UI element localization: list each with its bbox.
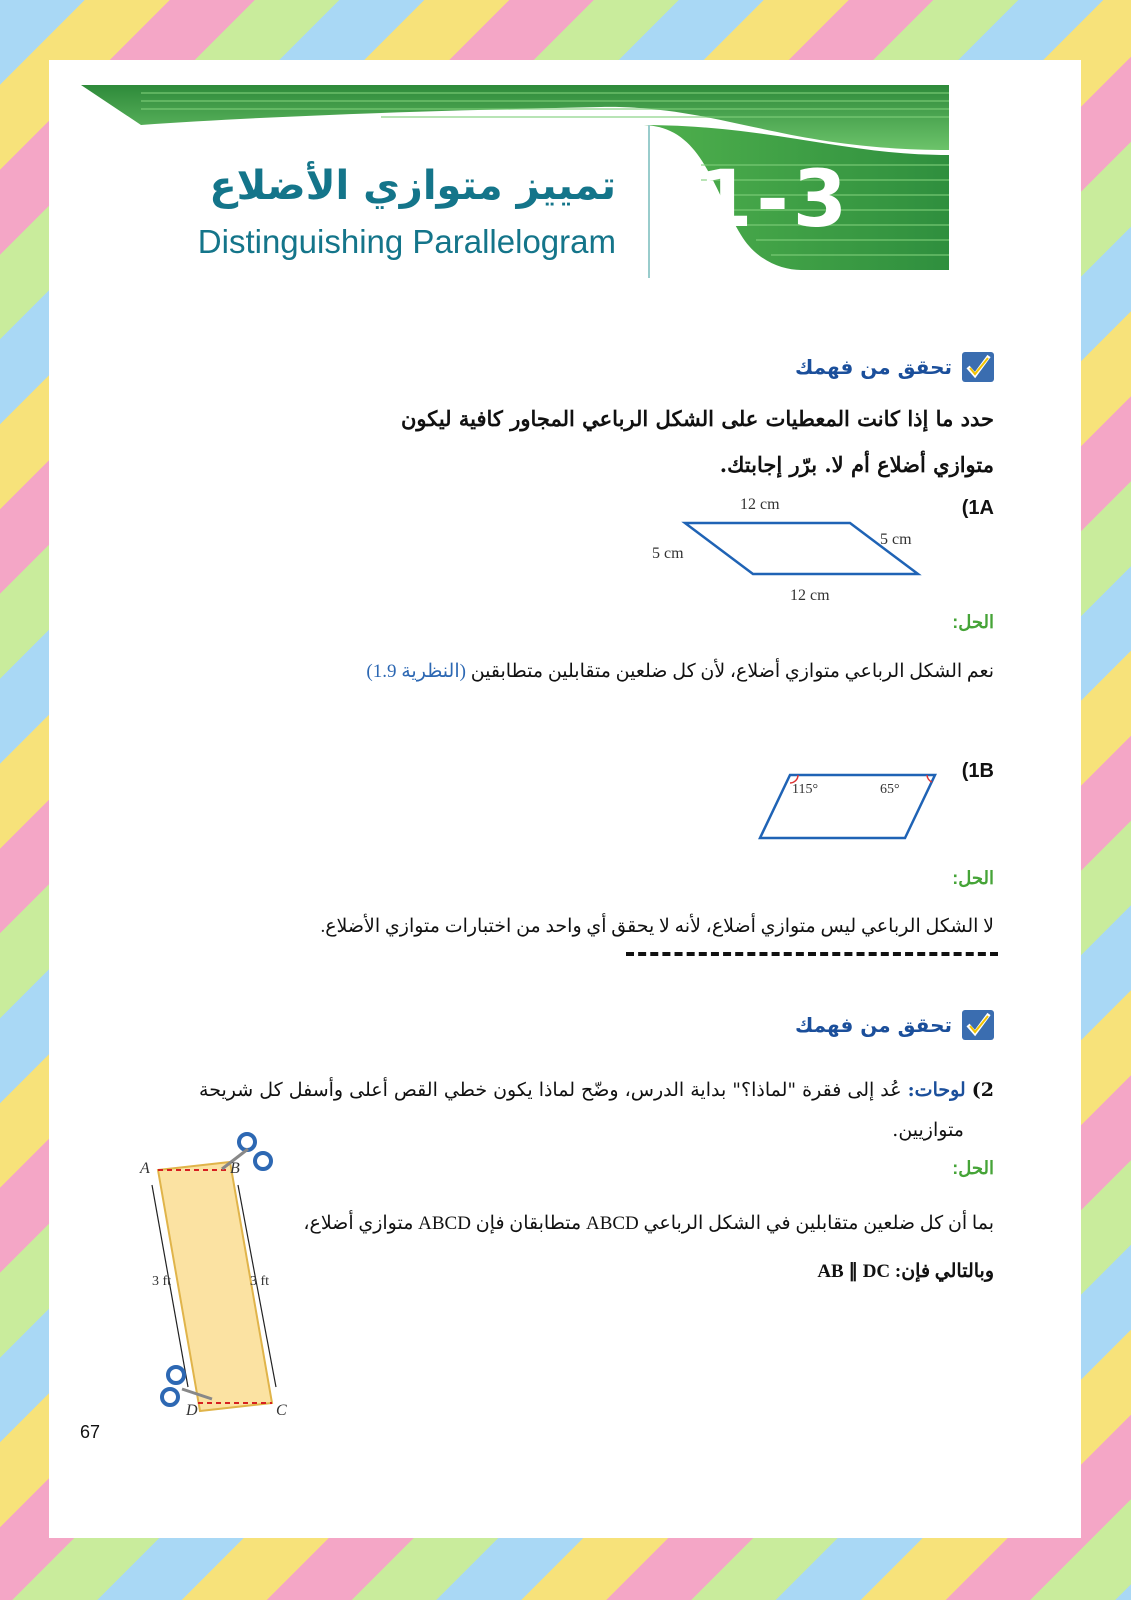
answer-1a-text: نعم الشكل الرباعي متوازي أضلاع، لأن كل ضلعين متقابلين متطابقين bbox=[470, 661, 994, 682]
question-1-line-2: متوازي أضلاع أم لا. برّر إجابتك. bbox=[719, 452, 994, 477]
label-side-top: 12 cm bbox=[740, 496, 780, 513]
lesson-banner bbox=[81, 85, 949, 278]
parallelogram-shape bbox=[760, 775, 935, 838]
answer-1a bbox=[94, 660, 994, 683]
check-understanding-heading-1 bbox=[795, 352, 994, 382]
scissors-bottom-icon bbox=[168, 1367, 184, 1383]
lesson-title-english: Distinguishing Parallelogram bbox=[197, 223, 616, 260]
question-2-line-2: متوازيين. bbox=[892, 1119, 964, 1141]
figure-1a-parallelogram bbox=[640, 490, 950, 610]
page-number: 67 bbox=[80, 1422, 101, 1442]
label-side-right: 5 cm bbox=[880, 531, 912, 548]
question-2-text: عُد إلى فقرة "لماذا؟" بداية الدرس، وضّح لماذا يكون خطي القص أعلى وأسفل كل شريحة bbox=[199, 1079, 902, 1101]
label-right-length: 3 ft bbox=[250, 1274, 270, 1289]
lesson-title-arabic: تمييز متوازي الأضلاع bbox=[209, 163, 616, 209]
solution-label-1b: الحل: bbox=[952, 868, 994, 888]
question-1-text bbox=[294, 396, 994, 488]
label-point-c: C bbox=[276, 1402, 287, 1419]
scissors-top-icon bbox=[239, 1134, 255, 1150]
figure-1b-parallelogram bbox=[750, 760, 950, 855]
question-1-line-1: حدد ما إذا كانت المعطيات على الشكل الرباعي المجاور كافية ليكون bbox=[400, 406, 994, 431]
question-2-topic: لوحات: bbox=[907, 1079, 966, 1101]
section-divider bbox=[626, 952, 998, 956]
question-2-number: 2) bbox=[971, 1079, 994, 1101]
solution-label-2: الحل: bbox=[952, 1158, 994, 1178]
answer-1a-theorem-ref: (النظرية 1.9) bbox=[366, 661, 466, 682]
item-1a-label: (1A bbox=[961, 497, 994, 519]
check-understanding-heading-2 bbox=[795, 1010, 994, 1040]
question-2-line-1 bbox=[134, 1070, 994, 1110]
label-point-a: A bbox=[140, 1160, 150, 1177]
label-left-length: 3 ft bbox=[152, 1274, 172, 1289]
label-point-d: D bbox=[186, 1402, 198, 1419]
label-side-left: 5 cm bbox=[652, 545, 684, 562]
label-angle-right: 65° bbox=[880, 782, 900, 797]
checkmark-icon bbox=[962, 352, 994, 382]
checkmark-icon bbox=[962, 1010, 994, 1040]
label-point-b: B bbox=[230, 1160, 240, 1177]
answer-1b: لا الشكل الرباعي ليس متوازي أضلاع، لأنه لا يحقق أي واحد من اختبارات متوازي الأضلاع. bbox=[320, 916, 994, 937]
item-1b-label: (1B bbox=[961, 760, 994, 782]
lesson-number: 1-3 bbox=[698, 155, 851, 245]
answer-2-line-1: بما أن كل ضلعين متقابلين في الشكل الرباعي ABCD متطابقان فإن ABCD متوازي أضلاع، bbox=[303, 1213, 994, 1234]
solution-label-1a: الحل: bbox=[952, 612, 994, 632]
check-heading-label: تحقق من فهمك bbox=[795, 1013, 952, 1037]
figure-strip-scissors bbox=[130, 1125, 305, 1425]
label-angle-left: 115° bbox=[792, 782, 819, 797]
label-side-bottom: 12 cm bbox=[790, 587, 830, 604]
check-heading-label: تحقق من فهمك bbox=[795, 355, 952, 379]
answer-2-line-2: وبالتالي فإن: AB ∥ DC bbox=[817, 1261, 994, 1282]
